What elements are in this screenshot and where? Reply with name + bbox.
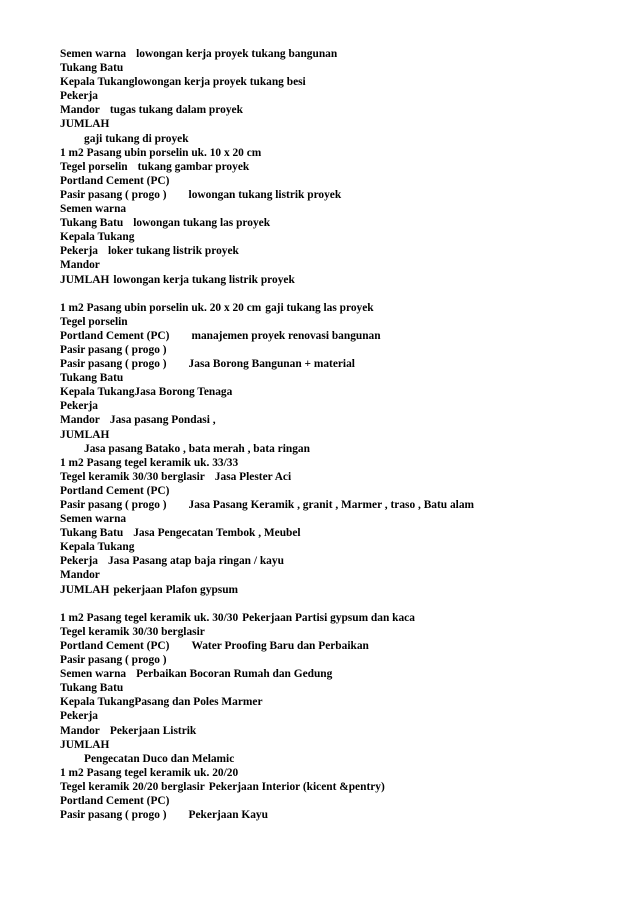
text-line: Tegel keramik 30/30 berglasir bbox=[60, 625, 205, 638]
text-line: Jasa pasang Batako , bata merah , bata ringan bbox=[84, 442, 310, 455]
text-line: Portland Cement (PC) manajemen proyek renovasi bangunan bbox=[60, 329, 381, 342]
text-line: Kepala TukangJasa Borong Tenaga bbox=[60, 386, 233, 399]
text-line: Portland Cement (PC) bbox=[60, 484, 170, 497]
text-line: Kepala Tukang bbox=[60, 231, 135, 244]
text-line: Mandor tugas tukang dalam proyek bbox=[60, 104, 243, 117]
text-line: JUMLAH pekerjaan Plafon gypsum bbox=[60, 583, 239, 596]
text-line: gaji tukang di proyek bbox=[84, 132, 189, 145]
text-line: Kepala Tukanglowongan kerja proyek tukang besi bbox=[60, 76, 306, 89]
text-line: Mandor bbox=[60, 259, 100, 272]
text-line: Tegel porselin bbox=[60, 315, 128, 328]
text-line: Pasir pasang ( progo ) Pekerjaan Kayu bbox=[60, 809, 268, 822]
text-line: Pasir pasang ( progo ) lowongan tukang listrik proyek bbox=[60, 188, 342, 201]
text-line: Pekerja bbox=[60, 90, 98, 103]
text-line: Tukang Batu bbox=[60, 682, 124, 695]
text-line: Pekerja loker tukang listrik proyek bbox=[60, 245, 239, 258]
text-line: Tukang Batu bbox=[60, 62, 124, 75]
text-line: Portland Cement (PC) Water Proofing Baru dan Perbaikan bbox=[60, 639, 369, 652]
text-line: Portland Cement (PC) bbox=[60, 174, 170, 187]
text-line: Pekerja bbox=[60, 400, 98, 413]
text-line: Kepala TukangPasang dan Poles Marmer bbox=[60, 696, 263, 709]
blank-line bbox=[60, 597, 620, 611]
text-line: Pengecatan Duco dan Melamic bbox=[84, 752, 235, 765]
text-line: Kepala Tukang bbox=[60, 541, 135, 554]
text-line: 1 m2 Pasang tegel keramik uk. 20/20 bbox=[60, 766, 239, 779]
text-line: Mandor Pekerjaan Listrik bbox=[60, 724, 197, 737]
text-line: Semen warna Perbaikan Bocoran Rumah dan Gedung bbox=[60, 668, 333, 681]
document-body bbox=[60, 47, 620, 822]
text-line: Pasir pasang ( progo ) Jasa Pasang Keramik , granit , Marmer , traso , Batu alam bbox=[60, 499, 475, 511]
text-line: JUMLAH bbox=[60, 118, 110, 131]
text-line: JUMLAH lowongan kerja tukang listrik proyek bbox=[60, 273, 295, 286]
text-line: Tukang Batu bbox=[60, 372, 124, 385]
text-line: Portland Cement (PC) bbox=[60, 794, 170, 807]
text-line: Tegel keramik 20/20 berglasir Pekerjaan Interior (kicent &pentry) bbox=[60, 780, 385, 793]
text-line: Tukang Batu Jasa Pengecatan Tembok , Meubel bbox=[60, 527, 301, 540]
text-line: 1 m2 Pasang tegel keramik uk. 33/33 bbox=[60, 456, 239, 469]
text-line: 1 m2 Pasang ubin porselin uk. 20 x 20 cm gaji tukang las proyek bbox=[60, 301, 374, 314]
text-line: Semen warna bbox=[60, 513, 127, 526]
text-line: 1 m2 Pasang tegel keramik uk. 30/30 Pekerjaan Partisi gypsum dan kaca bbox=[60, 611, 415, 624]
text-line: JUMLAH bbox=[60, 428, 110, 441]
text-line: Pasir pasang ( progo ) bbox=[60, 343, 167, 356]
text-line: Tegel keramik 30/30 berglasir Jasa Plester Aci bbox=[60, 470, 292, 483]
text-line: 1 m2 Pasang ubin porselin uk. 10 x 20 cm bbox=[60, 146, 262, 159]
text-line: Pasir pasang ( progo ) Jasa Borong Bangunan + material bbox=[60, 358, 355, 371]
text-line: Tegel porselin tukang gambar proyek bbox=[60, 160, 250, 173]
text-line: Tukang Batu lowongan tukang las proyek bbox=[60, 217, 271, 230]
text-line: Mandor bbox=[60, 569, 100, 582]
text-line: Pekerja bbox=[60, 710, 98, 723]
text-line: Semen warna lowongan kerja proyek tukang bangunan bbox=[60, 48, 338, 60]
text-line: Semen warna bbox=[60, 203, 127, 216]
text-line: Pekerja Jasa Pasang atap baja ringan / kayu bbox=[60, 555, 284, 568]
text-line: JUMLAH bbox=[60, 738, 110, 751]
blank-line bbox=[60, 287, 620, 301]
text-line: Pasir pasang ( progo ) bbox=[60, 654, 167, 667]
text-line: Mandor Jasa pasang Pondasi , bbox=[60, 414, 216, 427]
